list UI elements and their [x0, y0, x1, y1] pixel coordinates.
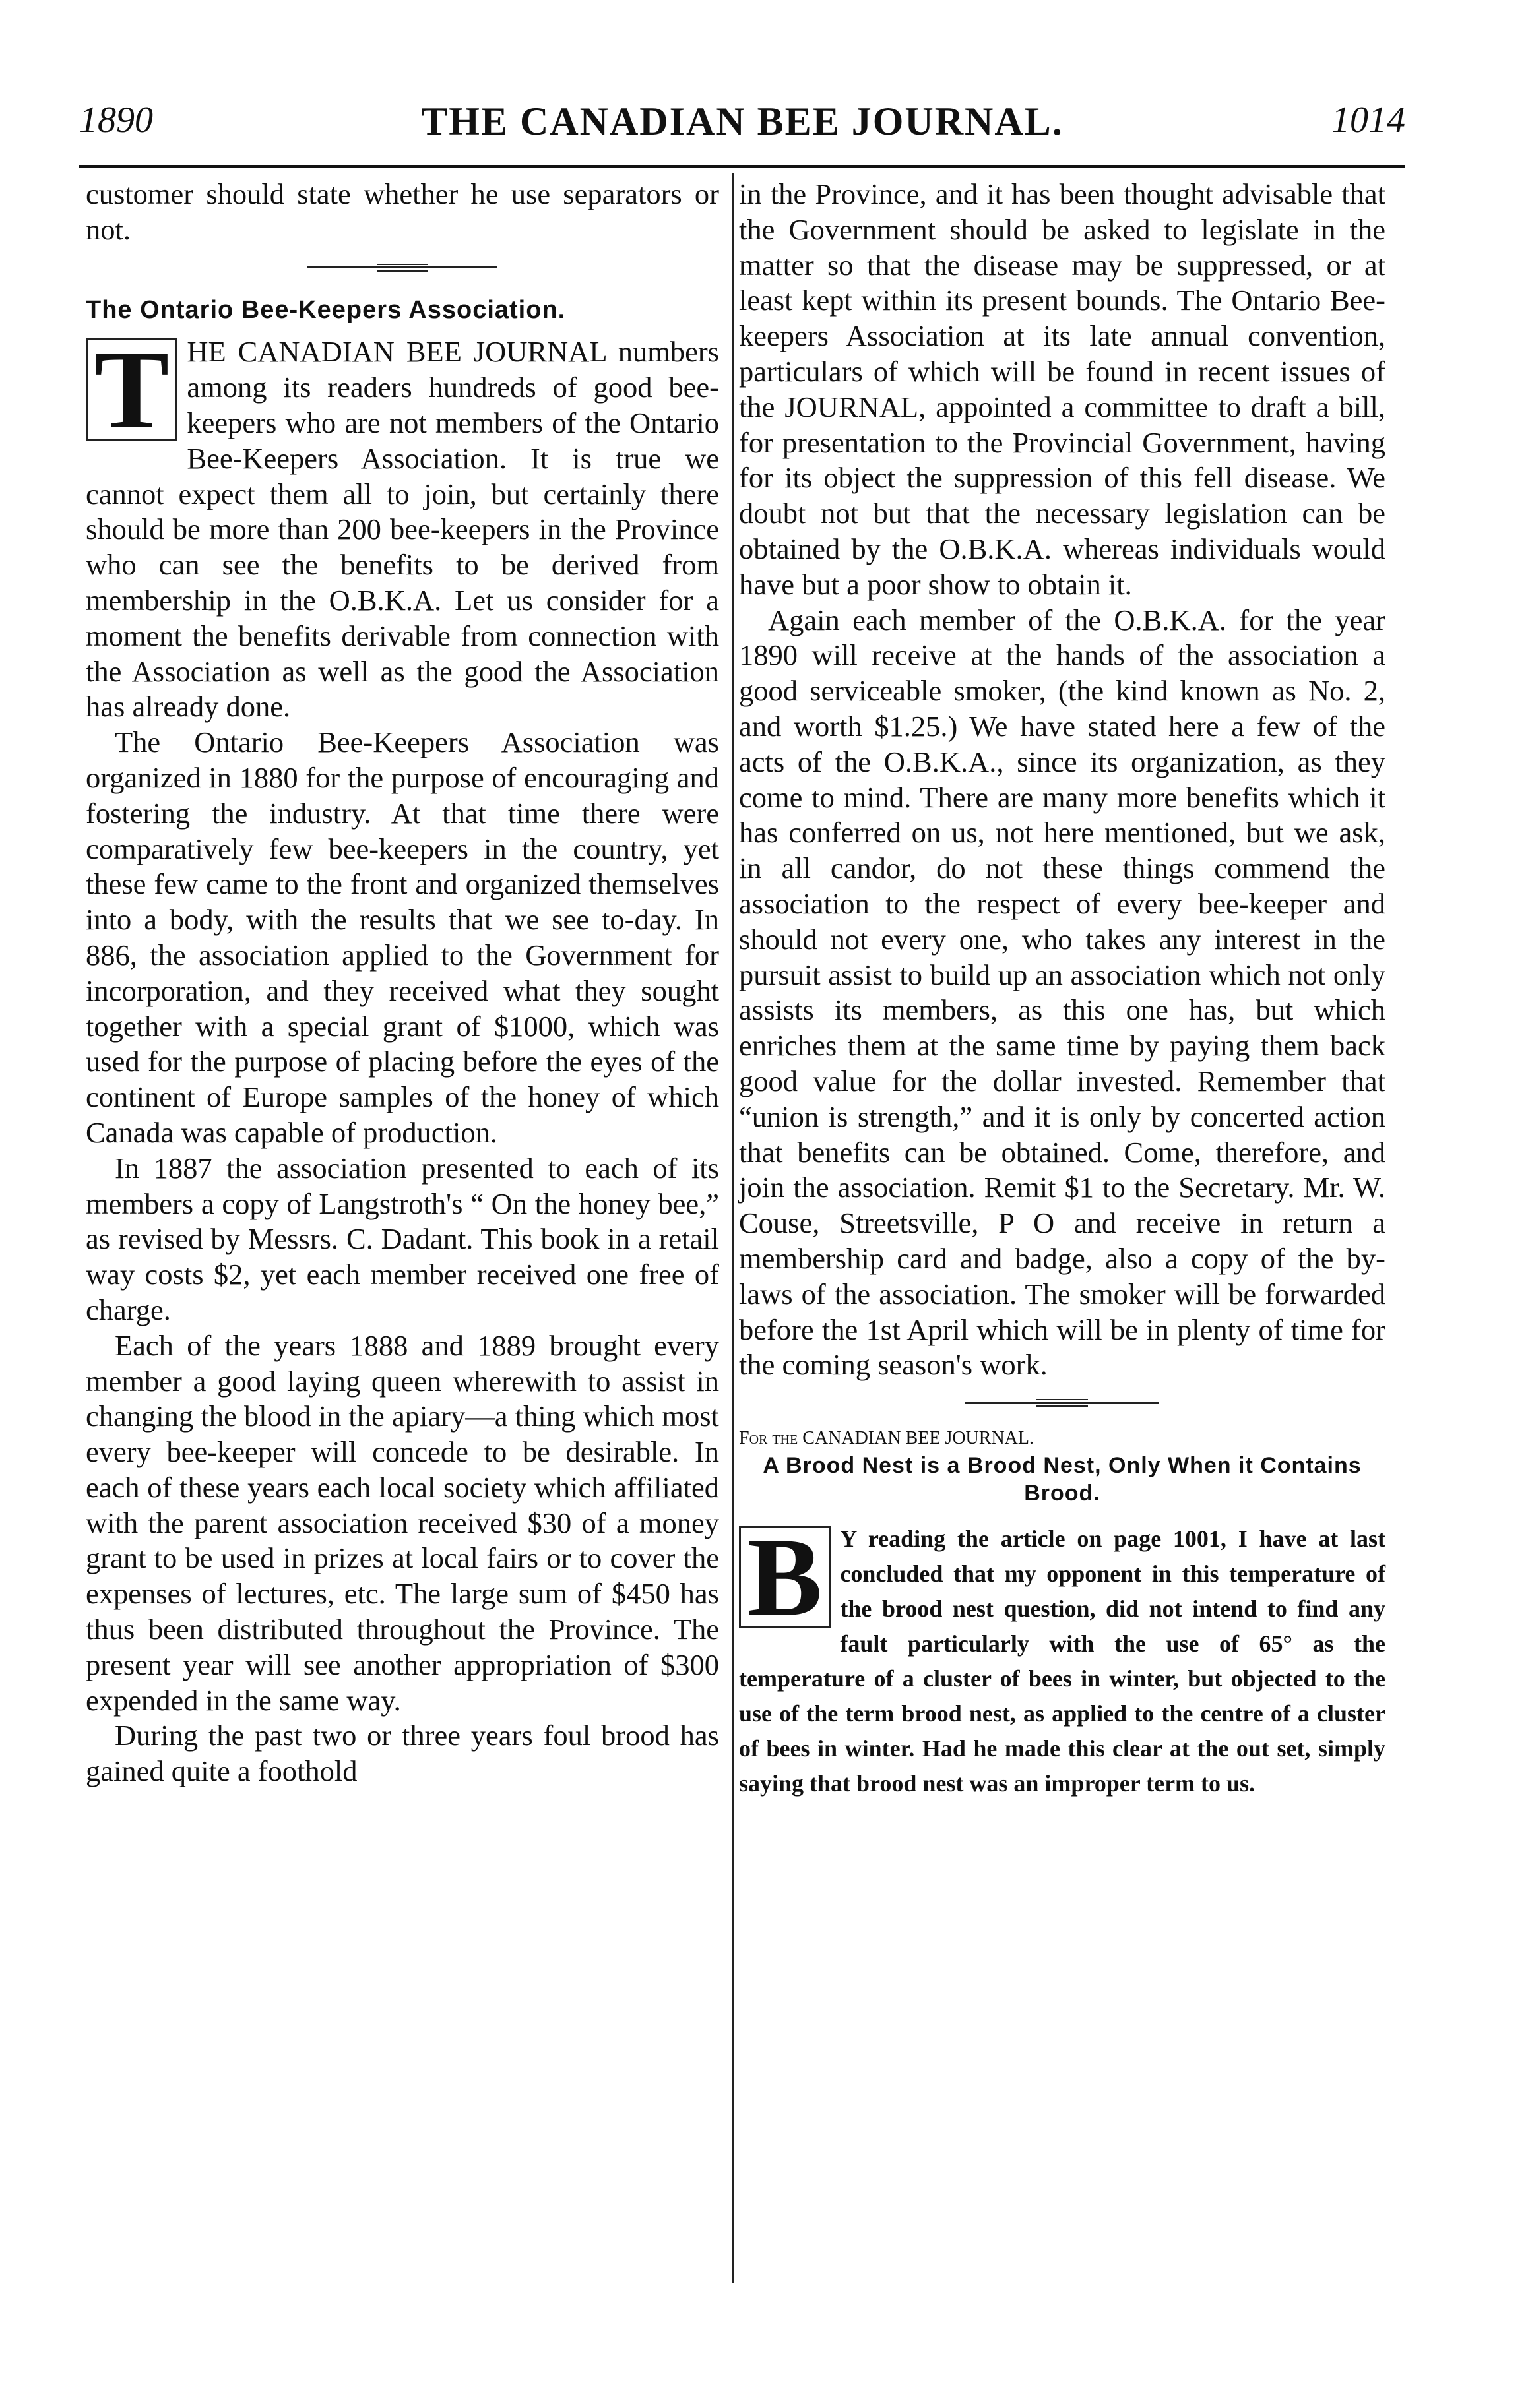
section-separator	[86, 248, 719, 288]
article-body	[739, 1515, 1385, 1801]
article-separator	[739, 1383, 1385, 1423]
article-text: Y reading the article on page 1001, I have at last concluded that my opponent in this temperature of the brood nest question, did not intend to find any fault particularly with the use of 65° as the temperature of a cluster of bees in winter, but objected to the use of the term brood nest, as applied to the centre of a cluster of bees in winter. Had he made this clear at the out set, simply saying that brood nest was an improper term to us.	[739, 1526, 1385, 1797]
paragraph: In 1887 the association presented to each of its members a copy of Langstroth's “ On the honey bee,” as revised by Messrs. C. Dadant. This book in a retail way costs $2, yet each member received one free of charge.	[86, 1151, 719, 1326]
header-rule	[79, 165, 1405, 168]
paragraph: Again each member of the O.B.K.A. for the year 1890 will receive at the hands of the association a good serviceable smoker, (the kind known as No. 2, and worth $1.25.) We have stated here a few of the acts of the O.B.K.A., since its organization, as they come to mind. There are many more benefits which it has conferred on us, not here mentioned, but we ask, in all candor, do not these things commend the association to the respect of every bee-keeper and should not every one, who takes any interest in the pursuit assist to build up an association which not only assists its members, as this one has, but which enriches them at the same time by paying them back good value for the dollar invested. Remember that “union is strength,” and it is only by concerted action that benefits can be obtained. Come, therefore, and join the association. Remit $1 to the Secretary. Mr. W. Couse, Streetsville, P O and receive in return a membership card and badge, also a copy of the by-laws of the association. The smoker will be forwarded before the 1st April which will be in plenty of time for the coming season's work.	[739, 603, 1385, 1382]
header-year: 1890	[79, 100, 153, 140]
left-column	[86, 177, 719, 1789]
article-title: A Brood Nest is a Brood Nest, Only When it Contains Brood.	[763, 1453, 1362, 1506]
journal-title: THE CANADIAN BEE JOURNAL.	[421, 100, 1064, 143]
paragraph: During the past two or three years foul brood has gained quite a foothold	[86, 1719, 719, 1788]
paragraph: Each of the years 1888 and 1889 brought every member a good laying queen wherewith to assist in changing the blood in the apiary—a thing which most every bee-keeper will concede to be desirable. In each of these years each local society which affiliated with the parent association received $30 of a money grant to be used in prizes at local fairs or to cover the expenses of lectures, etc. The large sum of $450 has thus been distributed throughout the Province. The present year will see another appropriation of $300 expended in the same way.	[86, 1328, 719, 1717]
paragraph: in the Province, and it has been thought advisable that the Government should be asked to legislate in the matter so that the disease may be suppressed, or at least kept within its present bounds. The Ontario Bee-keepers Association at its late annual convention, particulars of which will be found in recent issues of the JOURNAL, appointed a committee to draft a bill, for presentation to the Provincial Government, having for its object the suppression of this fell disease. We doubt not but that the necessary legislation can be obtained by the O.B.K.A. whereas individuals would have but a poor show to obtain it.	[739, 177, 1385, 601]
paragraph: The Ontario Bee-Keepers Association was organized in 1880 for the purpose of encouraging and fostering the industry. At that time there were comparatively few bee-keepers in the country, yet these few came to the front and organized themselves into a body, with the results that we see to-day. In 886, the association applied to the Government for incorporation, and they received what they sought together with a special grant of $1000, which was used for the purpose of placing before the eyes of the continent of Europe samples of the honey of which Canada was capable of production.	[86, 725, 719, 1149]
first-paragraph	[86, 328, 719, 725]
drop-cap: T	[86, 338, 177, 441]
right-column	[739, 177, 1385, 1801]
section-heading: The Ontario Bee-Keepers Association.	[86, 295, 566, 324]
column-divider	[732, 173, 734, 2283]
article-source-line: For the CANADIAN BEE JOURNAL.	[739, 1428, 1034, 1449]
page-header	[79, 99, 1405, 152]
header-page-number: 1014	[1331, 100, 1405, 140]
first-paragraph-text: HE CANADIAN BEE JOURNAL numbers among its readers hundreds of good bee-keepers who are not members of the Ontario Bee-Keepers Association. It is true we cannot expect them all to join, but certainly there should be more than 200 bee-keepers in the Province who can see the benefits to be derived from membership in the O.B.K.A. Let us consider for a moment the benefits derivable from connection with the Association as well as the good the Association has already done.	[86, 335, 719, 724]
continued-paragraph: customer should state whether he use separators or not.	[86, 177, 719, 246]
drop-cap: B	[739, 1526, 831, 1628]
article-paragraph	[739, 1515, 1385, 1801]
